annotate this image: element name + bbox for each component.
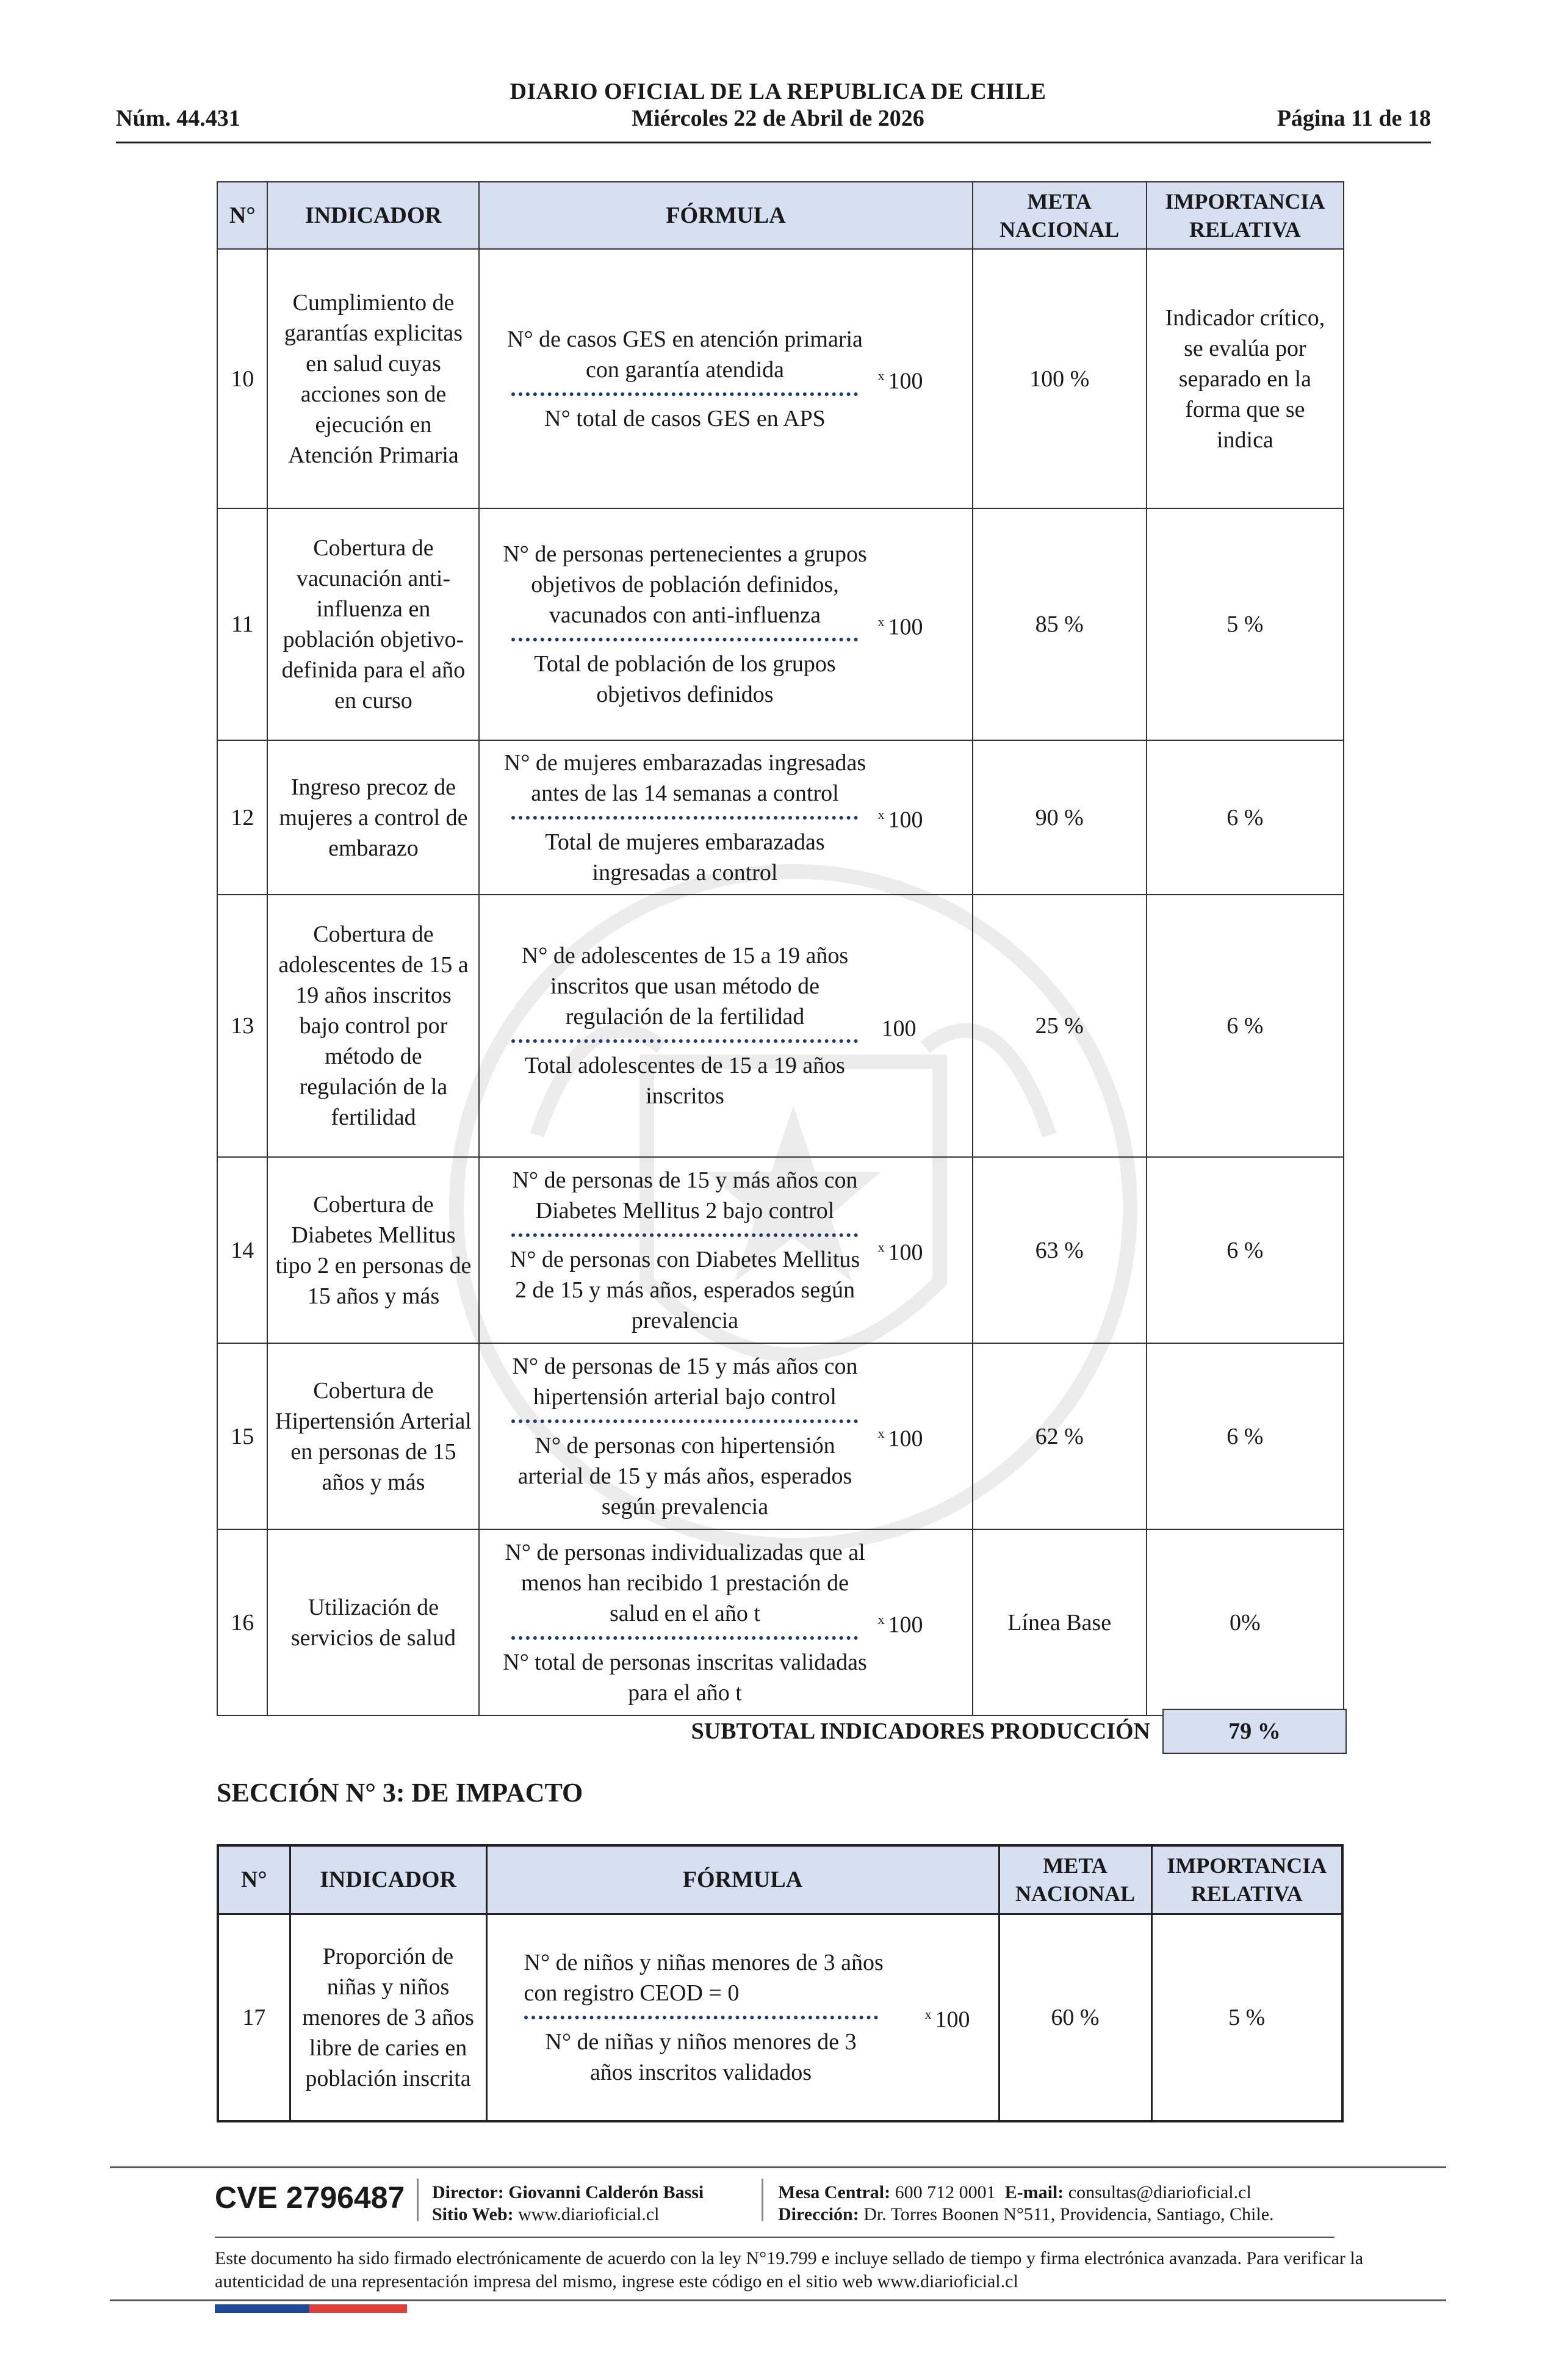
table-row	[217, 895, 1344, 1157]
fraction-bar	[511, 1039, 858, 1043]
col-header-num: N°	[217, 182, 267, 249]
multiplier: $^x$ 100	[924, 2007, 970, 2033]
multiplier: $^x$ 100	[877, 368, 923, 394]
formula-denominator: Total de mujeres embarazadas ingresadas a control	[545, 829, 825, 885]
table-row	[217, 508, 1344, 740]
relative-weight: 6 %	[1147, 740, 1344, 895]
relative-weight: 0%	[1147, 1529, 1344, 1715]
row-number: 12	[217, 740, 267, 895]
formula-denominator: Total adolescentes de 15 a 19 años inscritos	[525, 1053, 845, 1109]
indicator-name: Ingreso precoz de mujeres a control de embarazo	[267, 740, 479, 895]
fraction-bar	[511, 392, 858, 396]
formula-cell	[479, 1157, 972, 1343]
table-row	[217, 249, 1344, 508]
section-3-title: SECCIÓN N° 3: DE IMPACTO	[217, 1778, 583, 1808]
footer-divider	[110, 2299, 1446, 2301]
footer-website[interactable]: Sitio Web: www.diarioficial.cl	[432, 2204, 660, 2224]
fraction-bar	[511, 1233, 858, 1237]
formula-cell	[479, 249, 972, 508]
indicator-name: Cobertura de Hipertensión Arterial en personas de 15 años y más	[267, 1343, 479, 1529]
relative-weight: Indicador crítico, se evalúa por separado en la forma que se indica	[1147, 249, 1344, 508]
formula-denominator: Total de población de los grupos objetivos definidos	[534, 651, 836, 707]
row-number: 14	[217, 1157, 267, 1343]
formula-numerator: N° de personas de 15 y más años con hipertensión arterial bajo control	[512, 1353, 858, 1410]
footer-divider	[110, 2166, 1446, 2168]
multiplier: 100	[881, 1015, 917, 1042]
table-row	[217, 1529, 1344, 1715]
national-goal: 62 %	[973, 1343, 1147, 1529]
col-header-goal: META NACIONAL	[973, 182, 1147, 249]
multiplier: $^x$ 100	[877, 1239, 923, 1266]
indicator-name: Cobertura de Diabetes Mellitus tipo 2 en personas de 15 años y más	[267, 1157, 479, 1343]
multiplier: $^x$ 100	[877, 1612, 923, 1638]
fraction-bar	[511, 1636, 858, 1640]
fraction-bar	[511, 1419, 858, 1423]
formula-cell	[479, 895, 972, 1157]
multiplier: $^x$ 100	[877, 807, 923, 833]
formula-numerator: N° de niños y niñas menores de 3 años con registro CEOD = 0	[524, 1949, 884, 2006]
table-row	[217, 1343, 1344, 1529]
indicator-name: Proporción de niñas y niños menores de 3 años libre de caries en población inscrita	[290, 1914, 486, 2121]
formula-denominator: N° total de casos GES en APS	[544, 405, 826, 431]
national-goal: 90 %	[973, 740, 1147, 895]
footer-divider	[215, 2237, 1334, 2238]
indicator-name: Cumplimiento de garantías explicitas en salud cuyas acciones son de ejecución en Atención Primaria	[267, 249, 479, 508]
row-number: 11	[217, 508, 267, 740]
production-indicators-table	[217, 181, 1344, 1716]
formula-numerator: N° de personas pertenecientes a grupos objetivos de población definidos, vacunados con anti-influenza	[503, 541, 867, 628]
formula-cell	[479, 740, 972, 895]
formula-numerator: N° de personas de 15 y más años con Diabetes Mellitus 2 bajo control	[512, 1167, 858, 1224]
footer-director: Director: Giovanni Calderón Bassi	[432, 2182, 704, 2202]
fraction-bar	[511, 638, 858, 641]
row-number: 17	[218, 1914, 290, 2121]
fraction-bar	[524, 2016, 878, 2019]
national-goal: 85 %	[973, 508, 1147, 740]
col-header-indicator: INDICADOR	[290, 1845, 486, 1914]
col-header-goal: META NACIONAL	[999, 1845, 1151, 1914]
formula-numerator: N° de personas individualizadas que al menos han recibido 1 prestación de salud en el año t	[505, 1539, 865, 1626]
col-header-num: N°	[218, 1845, 290, 1914]
national-goal: 25 %	[973, 895, 1147, 1157]
indicator-name: Utilización de servicios de salud	[267, 1529, 479, 1715]
formula-cell	[479, 1343, 972, 1529]
formula-denominator: N° de niñas y niños menores de 3 años inscritos validados	[545, 2028, 857, 2085]
issue-date: Miércoles 22 de Abril de 2026	[632, 106, 924, 131]
col-header-formula: FÓRMULA	[486, 1845, 999, 1914]
flag-stripe-red	[309, 2304, 407, 2313]
row-number: 16	[217, 1529, 267, 1715]
relative-weight: 5 %	[1151, 1914, 1342, 2121]
relative-weight: 6 %	[1147, 895, 1344, 1157]
header-divider	[116, 142, 1431, 143]
indicator-name: Cobertura de vacunación anti-influenza en población objetivo-definida para el año en curso	[267, 508, 479, 740]
col-header-formula: FÓRMULA	[479, 182, 972, 249]
fraction-bar	[511, 816, 858, 820]
table-row	[217, 740, 1344, 895]
relative-weight: 6 %	[1147, 1343, 1344, 1529]
col-header-indicator: INDICADOR	[267, 182, 479, 249]
footer-separator	[762, 2179, 763, 2221]
national-goal: 60 %	[999, 1914, 1151, 2121]
national-goal: Línea Base	[973, 1529, 1147, 1715]
subtotal-label: SUBTOTAL INDICADORES PRODUCCIÓN	[691, 1718, 1150, 1744]
formula-denominator: N° de personas con hipertensión arterial de 15 y más años, esperados según prevalencia	[517, 1432, 852, 1520]
national-goal: 100 %	[973, 249, 1147, 508]
formula-cell	[486, 1914, 999, 2121]
issue-number: Núm. 44.431	[116, 106, 240, 131]
formula-cell	[479, 1529, 972, 1715]
national-goal: 63 %	[973, 1157, 1147, 1343]
relative-weight: 5 %	[1147, 508, 1344, 740]
row-number: 13	[217, 895, 267, 1157]
col-header-weight: IMPORTANCIA RELATIVA	[1151, 1845, 1342, 1914]
flag-stripe-blue	[215, 2304, 309, 2313]
subtotal-value: 79 %	[1162, 1709, 1347, 1754]
table-row	[217, 1157, 1344, 1343]
formula-numerator: N° de adolescentes de 15 a 19 años inscritos que usan método de regulación de la fertilidad	[521, 943, 849, 1030]
cve-code: CVE 2796487	[215, 2180, 405, 2215]
table-row	[218, 1914, 1342, 2121]
multiplier: $^x$ 100	[877, 613, 923, 640]
row-number: 10	[217, 249, 267, 508]
impact-indicators-table	[217, 1844, 1344, 2122]
indicator-name: Cobertura de adolescentes de 15 a 19 años inscritos bajo control por método de regulación de la fertilidad	[267, 895, 479, 1157]
footer-address: Dirección: Dr. Torres Boonen N°511, Providencia, Santiago, Chile.	[778, 2204, 1274, 2224]
newspaper-title: DIARIO OFICIAL DE LA REPUBLICA DE CHILE	[510, 79, 1046, 104]
signature-note: Este documento ha sido firmado electrónicamente de acuerdo con la ley N°19.799 e incluye sellado de tiempo y firma electrónica avanzada. Para verificar la autenticidad de una representación impresa del mismo, ingrese este código en el sitio web www.diarioficial.cl	[215, 2248, 1364, 2292]
footer-separator	[417, 2179, 419, 2221]
formula-numerator: N° de casos GES en atención primaria con garantía atendida	[507, 326, 863, 383]
subtotal-row	[217, 1709, 1344, 1754]
row-number: 15	[217, 1343, 267, 1529]
col-header-weight: IMPORTANCIA RELATIVA	[1147, 182, 1344, 249]
formula-numerator: N° de mujeres embarazadas ingresadas antes de las 14 semanas a control	[503, 749, 866, 806]
formula-cell	[479, 508, 972, 740]
formula-denominator: N° total de personas inscritas validadas para el año t	[503, 1649, 867, 1706]
footer-contact: Mesa Central: 600 712 0001 E-mail: consultas@diarioficial.cl	[778, 2182, 1252, 2202]
relative-weight: 6 %	[1147, 1157, 1344, 1343]
multiplier: $^x$ 100	[877, 1426, 923, 1452]
formula-denominator: N° de personas con Diabetes Mellitus 2 de 15 y más años, esperados según prevalencia	[510, 1246, 860, 1333]
page-number: Página 11 de 18	[1277, 106, 1431, 131]
